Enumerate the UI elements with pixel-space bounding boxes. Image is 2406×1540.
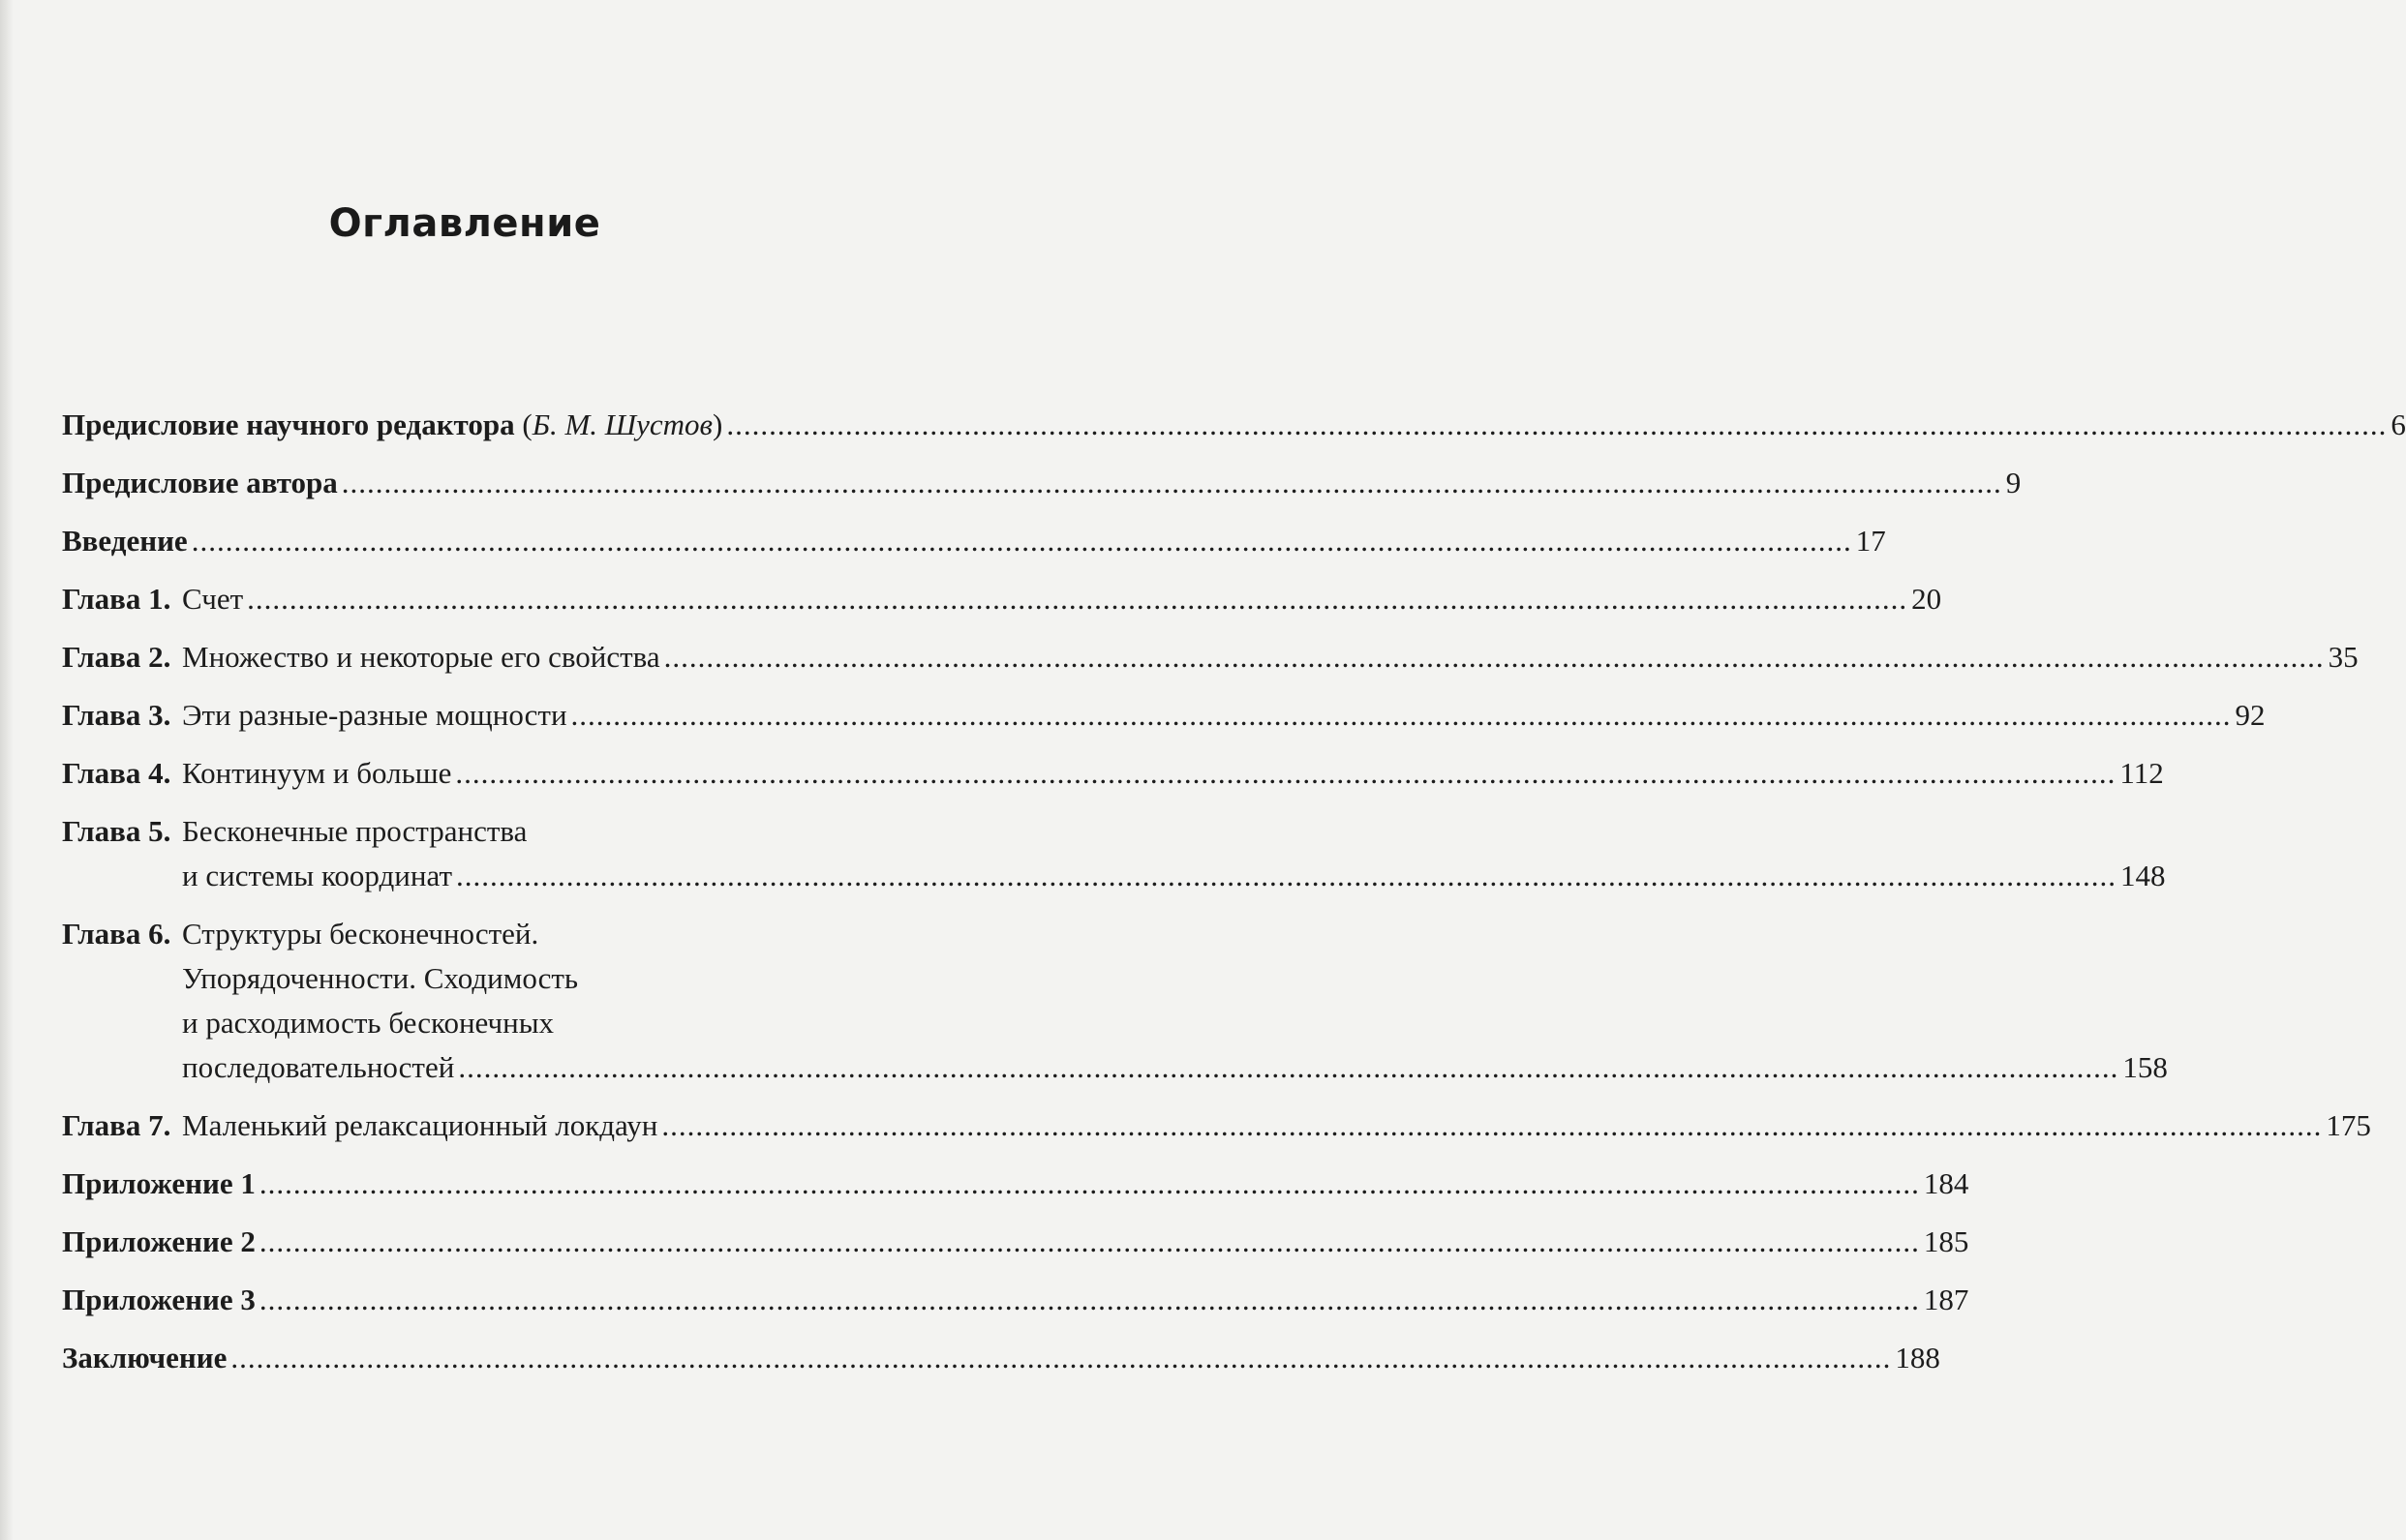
toc-entry-label: Приложение 1: [62, 1166, 256, 1200]
toc-entry-appendix-1[interactable]: [62, 1162, 1969, 1206]
leader-dots: [192, 519, 1852, 563]
toc-entry-page: 188: [1895, 1341, 1940, 1374]
toc-entry-author: Б. М. Шустов: [532, 408, 714, 441]
toc-entry-chapter-3[interactable]: [62, 693, 2266, 738]
toc-entry-label: Приложение 2: [62, 1224, 256, 1258]
toc-entry-page: 17: [1855, 524, 1886, 558]
toc-entry-page: 187: [1923, 1283, 1969, 1316]
toc-entry-page: 148: [2120, 859, 2166, 892]
toc-entry-chapter-2[interactable]: [62, 635, 2359, 679]
toc-entry-author-preface[interactable]: [62, 461, 2022, 505]
leader-dots: [726, 403, 2387, 447]
leader-dots: [259, 1220, 1920, 1264]
leader-dots: [247, 577, 1907, 621]
leader-dots: [664, 635, 2325, 679]
toc-entry-chapter-7[interactable]: [62, 1103, 2371, 1148]
toc-entry-page: 9: [2005, 466, 2022, 499]
chapter-number: Глава 2.: [62, 640, 171, 674]
toc-entry-chapter-4[interactable]: [62, 751, 2164, 796]
toc-entry-label: Предисловие научного редактора: [62, 408, 515, 441]
toc-entry-editor-preface[interactable]: [62, 403, 2406, 447]
toc-entry-label: Приложение 3: [62, 1283, 256, 1316]
toc-entry-page: 185: [1923, 1224, 1969, 1258]
table-of-contents: [62, 403, 2406, 1380]
chapter-title: Счет: [182, 582, 244, 616]
chapter-title-line: последовательностей: [182, 1050, 455, 1084]
chapter-number: Глава 3.: [62, 698, 171, 732]
toc-entry-appendix-3[interactable]: [62, 1278, 1969, 1322]
chapter-number: Глава 4.: [62, 756, 171, 790]
toc-entry-page: 184: [1923, 1166, 1969, 1200]
chapter-title-line: Упорядоченности. Сходимость: [182, 961, 579, 995]
toc-entry-page: 20: [1911, 582, 1942, 616]
toc-entry-page: 158: [2122, 1050, 2168, 1084]
chapter-title-line: и расходимость бесконечных: [182, 1006, 555, 1040]
chapter-number: Глава 6.: [62, 917, 171, 951]
toc-entry-conclusion[interactable]: [62, 1336, 1940, 1380]
chapter-number: Глава 1.: [62, 582, 171, 616]
toc-entry-label: Заключение: [62, 1341, 228, 1374]
toc-entry-author-wrap: (Б. М. Шустов): [514, 408, 723, 441]
leader-dots: [342, 461, 2002, 505]
leader-dots: [456, 854, 2117, 898]
chapter-title: Множество и некоторые его свойства: [182, 640, 660, 674]
chapter-title-line: Бесконечные пространства: [182, 814, 528, 848]
chapter-title-line: Структуры бесконечностей.: [182, 917, 539, 951]
leader-dots: [571, 693, 2232, 738]
chapter-title: Континуум и больше: [182, 756, 452, 790]
toc-entry-label: Предисловие автора: [62, 466, 338, 499]
chapter-title: Маленький релаксационный локдаун: [182, 1108, 658, 1142]
toc-entry-chapter-1[interactable]: [62, 577, 1942, 621]
toc-entry-appendix-2[interactable]: [62, 1220, 1969, 1264]
toc-title: Оглавление: [328, 201, 601, 246]
chapter-title-line: и системы координат: [182, 859, 452, 892]
leader-dots: [661, 1103, 2322, 1148]
toc-entry-page: 175: [2326, 1108, 2371, 1142]
leader-dots: [230, 1336, 1891, 1380]
chapter-title: Эти разные-разные мощности: [182, 698, 567, 732]
toc-entry-page: 112: [2119, 756, 2164, 790]
toc-entry-introduction[interactable]: [62, 519, 1886, 563]
leader-dots: [458, 1045, 2118, 1090]
chapter-number: Глава 7.: [62, 1108, 171, 1142]
chapter-number: Глава 5.: [62, 814, 171, 848]
toc-entry-page: 35: [2328, 640, 2359, 674]
leader-dots: [455, 751, 2116, 796]
toc-entry-chapter-5[interactable]: [62, 809, 2166, 898]
toc-entry-label: Введение: [62, 524, 188, 558]
toc-entry-page: 92: [2235, 698, 2266, 732]
toc-entry-chapter-6[interactable]: [62, 912, 2168, 1090]
toc-entry-page: 6: [2391, 408, 2406, 441]
leader-dots: [259, 1278, 1920, 1322]
leader-dots: [259, 1162, 1920, 1206]
